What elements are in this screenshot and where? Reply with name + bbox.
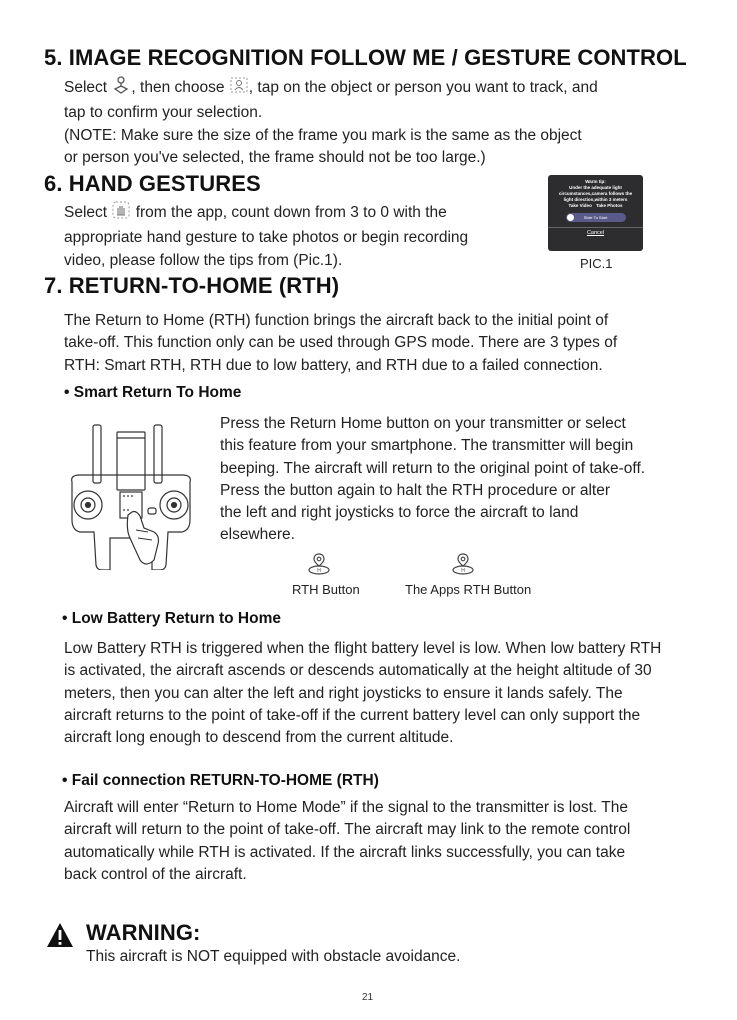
warning-icon — [46, 922, 74, 953]
low-battery-line: meters, then you can alter the left and right joysticks to ensure it lands safely. The — [64, 684, 623, 702]
fail-connection-rth-body — [64, 797, 630, 886]
gesture-select-icon — [229, 75, 249, 102]
section6-body — [64, 200, 468, 272]
s6-text: appropriate hand gesture to take photos or begin recording — [64, 229, 469, 247]
svg-text:H: H — [461, 568, 465, 574]
s5-text: , tap on the object or person you want to track, and — [248, 79, 598, 96]
low-battery-rth-body — [64, 638, 661, 749]
fail-connection-line: automatically while RTH is activated. If the aircraft links successfully, you can take — [64, 843, 626, 861]
pic1-tip-line: light direction,within 3 meters — [563, 197, 628, 202]
rth-button-icon — [307, 552, 331, 581]
smart-rth-line: Press the button again to halt the RTH procedure or alter — [220, 481, 611, 499]
s5-text: , then choose — [131, 79, 225, 96]
pic1-caption: PIC.1 — [580, 256, 613, 271]
warning-text: This aircraft is NOT equipped with obstacle avoidance. — [86, 948, 461, 965]
section5-title: 5. IMAGE RECOGNITION FOLLOW ME / GESTURE CONTROL — [44, 45, 687, 70]
s6-text: Select — [64, 204, 108, 221]
page-number: 21 — [362, 992, 374, 1003]
pic1-take-photos: Take Photos — [596, 203, 623, 208]
s7-intro-line: The Return to Home (RTH) function brings the aircraft back to the initial point of — [64, 312, 609, 329]
smart-rth-line: this feature from your smartphone. The transmitter will begin — [220, 437, 634, 455]
pic1-slide-to-start — [566, 213, 626, 222]
app-rth-button-caption: The Apps RTH Button — [405, 582, 532, 597]
low-battery-line: aircraft returns to the point of take-off if the current battery level can only support the — [64, 706, 641, 724]
fail-connection-line: aircraft will return to the point of take-off. The aircraft may link to the remote control — [64, 821, 631, 839]
follow-me-icon — [111, 75, 131, 102]
smart-rth-line: elsewhere. — [220, 526, 295, 544]
low-battery-line: Low Battery RTH is triggered when the flight battery level is low. When low battery RTH — [64, 640, 662, 657]
smart-rth-line: Press the Return Home button on your transmitter or select — [220, 415, 626, 432]
smart-rth-heading: • Smart Return To Home — [64, 384, 242, 401]
fail-connection-line: Aircraft will enter “Return to Home Mode” if the signal to the transmitter is lost. The — [64, 799, 628, 816]
section7-intro — [64, 310, 617, 377]
pic1-cancel: Cancel — [548, 227, 643, 236]
pic1-tip-line: circumstances,camera follows the — [558, 191, 633, 196]
pic1-slider-knob — [567, 214, 574, 221]
smart-rth-line: the left and right joysticks to force the aircraft to land — [220, 504, 579, 522]
fail-connection-rth-heading: • Fail connection RETURN-TO-HOME (RTH) — [62, 772, 379, 789]
low-battery-line: is activated, the aircraft ascends or descends automatically at the height altitude of 30 — [64, 662, 652, 680]
smart-rth-line: beeping. The aircraft will return to the original point of take-off. — [220, 459, 646, 477]
section5-body — [64, 75, 598, 169]
pic1-tip-line: Under the adequate light — [569, 185, 622, 190]
transmitter-illustration — [66, 420, 196, 570]
rth-button-caption: RTH Button — [292, 582, 360, 597]
s5-text: (NOTE: Make sure the size of the frame you mark is the same as the object — [64, 126, 582, 144]
svg-text:H: H — [317, 568, 321, 574]
section7-title: 7. RETURN-TO-HOME (RTH) — [44, 273, 340, 298]
s5-text: or person you've selected, the frame should not be too large.) — [64, 148, 486, 166]
smart-rth-body — [220, 413, 645, 547]
s7-intro-line: take-off. This function only can be used through GPS mode. There are 3 types of — [64, 334, 618, 352]
fail-connection-line: back control of the aircraft. — [64, 865, 247, 883]
section6-title: 6. HAND GESTURES — [44, 171, 261, 196]
pic1-slide-label: Slide To Start — [583, 215, 608, 220]
s5-text: tap to confirm your selection. — [64, 104, 263, 122]
s6-text: video, please follow the tips from (Pic.1). — [64, 251, 343, 269]
pic1-take-video: Take Video — [568, 203, 592, 208]
s5-text: Select — [64, 79, 108, 96]
s7-intro-line: RTH: Smart RTH, RTH due to low battery, and RTH due to a failed connection. — [64, 356, 603, 374]
low-battery-rth-heading: • Low Battery Return to Home — [62, 610, 281, 627]
pic1-screenshot — [548, 175, 643, 251]
s6-text: from the app, count down from 3 to 0 with the — [135, 204, 447, 221]
pic1-warm-tip: Warm tip: — [585, 179, 606, 184]
warning-title: WARNING: — [86, 920, 201, 945]
app-rth-button-icon — [451, 552, 475, 581]
low-battery-line: aircraft long enough to descend from the current altitude. — [64, 729, 454, 747]
hand-gesture-icon — [111, 200, 131, 227]
